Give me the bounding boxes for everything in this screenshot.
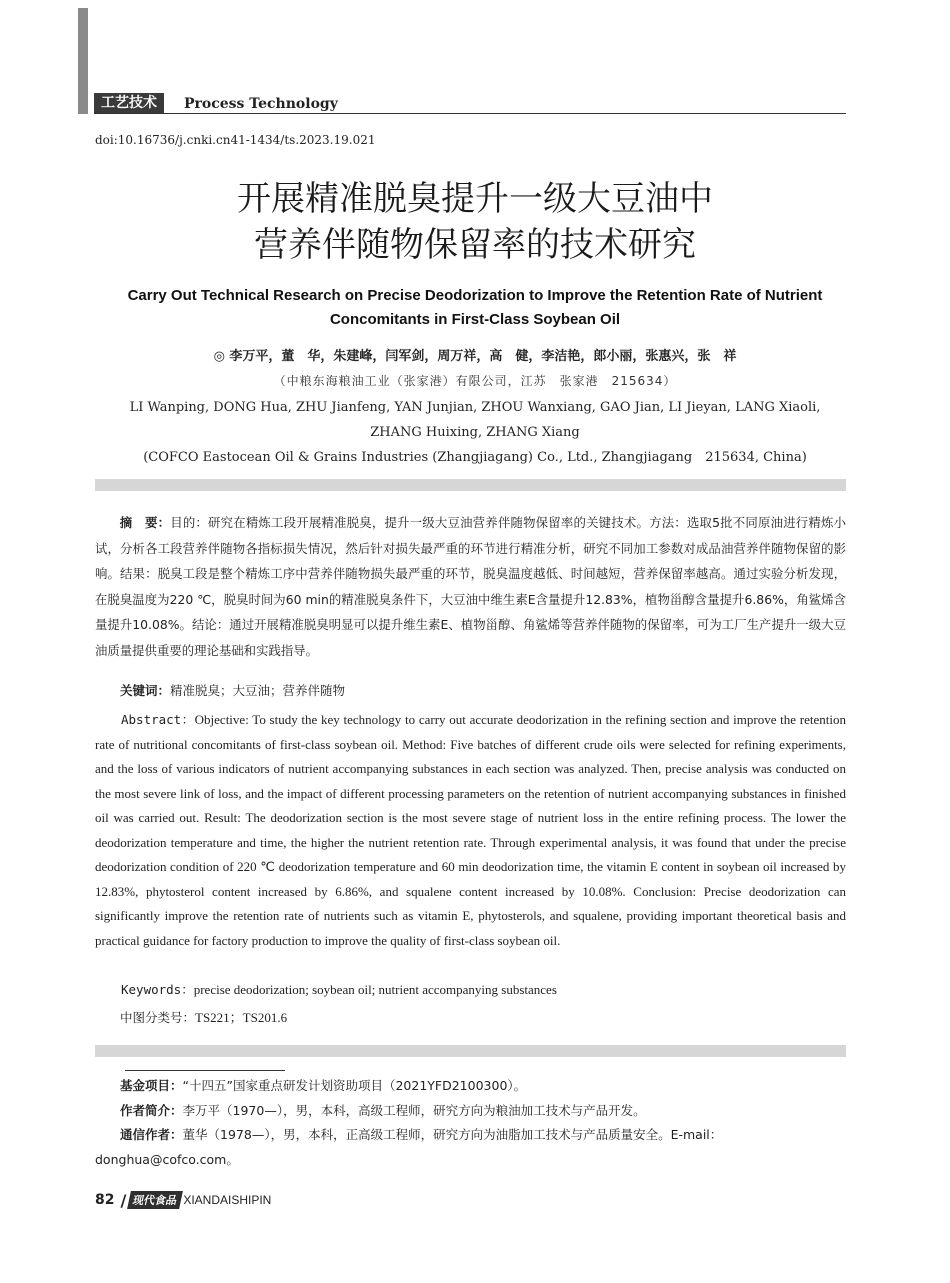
fund-text: “十四五”国家重点研发计划资助项目（2021YFD2100300）。: [182, 1078, 527, 1093]
clc-text: TS221；TS201.6: [195, 1010, 288, 1025]
footer-slash: /: [120, 1190, 127, 1210]
fund-label: 基金项目：: [120, 1078, 183, 1093]
header-accent-bar: [78, 8, 88, 114]
section-header: [94, 93, 846, 114]
title-en: [95, 284, 855, 332]
footnote-fund: [95, 1074, 846, 1099]
keywords-en: [95, 980, 846, 998]
section-label-cn: 工艺技术: [94, 93, 164, 113]
abstract-cn-label: 摘 要：: [119, 515, 171, 530]
footnote-corresponding: [95, 1123, 846, 1172]
keywords-cn-text: 精准脱臭；大豆油；营养伴随物: [170, 683, 346, 698]
author-intro-text: 李万平（1970—），男，本科，高级工程师，研究方向为粮油加工技术与产品开发。: [182, 1102, 646, 1118]
divider-band-footnote: [95, 1045, 846, 1057]
abstract-en: [95, 708, 846, 953]
abstract-cn: [95, 510, 846, 664]
title-cn-line-1: 开展精准脱臭提升一级大豆油中: [237, 179, 713, 219]
keywords-en-label: Keywords：: [121, 982, 194, 997]
keywords-en-text: precise deodorization; soybean oil; nutrient accompanying substances: [193, 982, 557, 997]
abstract-cn-text: 目的：研究在精炼工段开展精准脱臭，提升一级大豆油营养伴随物保留率的关键技术。方法：选取5批不同原油进行精炼小试，分析各工段营养伴随物各指标损失情况，然后针对损失最严重的环节进行精准分析，研究不同加工参数对成品油营养伴随物保留的影响。结果：脱臭工段是整个精炼工序中营养伴随物损失最严重的环节，脱臭温度越低、时间越短，营养保留率越高。通过实验分析发现，在脱臭温度为220 ℃，脱臭时间为60 min的精准脱臭条件下，大豆油中维生素E含量提升12.83%，植物甾醇含量提升6.86%，角鲨烯含量提升10.08%。结论：通过开展精准脱臭明显可以提升维生素E、植物甾醇、角鲨烯等营养伴随物的保留率，可为工厂生产提升一级大豆油质量提供重要的理论基础和实践指导。: [95, 515, 847, 658]
footnote-author: [95, 1099, 846, 1124]
divider-band: [95, 479, 846, 491]
affiliation-en: (COFCO Eastocean Oil & Grains Industries (Zhangjiagang) Co., Ltd., Zhangjiagang 215634, China): [143, 450, 807, 465]
page-number: 82: [95, 1192, 115, 1208]
keywords-cn-label: 关键词：: [120, 683, 171, 698]
affiliation-cn: （中粮东海粮油工业（张家港）有限公司，江苏 张家港 215634）: [273, 374, 677, 388]
journal-name-cn: 现代食品: [127, 1191, 183, 1209]
section-label-en: Process Technology: [184, 96, 338, 112]
footnote-rule: [125, 1070, 285, 1071]
doi: doi:10.16736/j.cnki.cn41-1434/ts.2023.19.021: [95, 133, 376, 147]
abstract-en-text: Objective: To study the key technology to carry out accurate deodorization in the refining section and improve the retention rate of nutritional concomitants of first-class soybean oil. Method: Five batches of different crude oils were selected for refining experiments, and the loss of various indicators of nutrient accompanying substances in each section was analyzed. Then, precise analysis was conducted on the most severe link of loss, and the impact of different processing parameters on the retention of nutrient accompanying substances in finished oil was carried out. Result: The deodorization section is the most severe stage of nutrient loss in the entire refining process. The lower the deodorization temperature and time, the higher the nutrient retention rate. Through experimental analysis, it was found that under the precise deodorization condition of 220 ℃ deodorization temperature and 60 min deodorization time, the vitamin E content in soybean oil increased by 12.83%, phytosterol content increased by 6.86%, and squalene content increased by 10.08%. Conclusion: Precise deodorization can significantly improve the retention rate of nutrients such as vitamin E, phytosterols, and squalene, providing important theoretical basis and practical guidance for factory production to improve the quality of first-class soybean oil.: [95, 712, 846, 948]
author-intro-label: 作者简介：: [120, 1102, 183, 1118]
authors-en: LI Wanping, DONG Hua, ZHU Jianfeng, YAN Junjian, ZHOU Wanxiang, GAO Jian, LI Jieyan, LANG Xiaoli, ZHANG Huixing, ZHANG Xiang: [129, 400, 821, 440]
footnotes: [95, 1074, 846, 1172]
clc-label: 中图分类号：: [120, 1010, 196, 1025]
title-cn: [95, 176, 855, 268]
abstract-en-label: Abstract：: [121, 712, 195, 727]
title-cn-line-2: 营养伴随物保留率的技术研究: [254, 225, 696, 265]
keywords-cn: [95, 681, 846, 699]
clc-number: [95, 1007, 846, 1026]
title-en-line-2: Concomitants in First-Class Soybean Oil: [329, 311, 621, 328]
page-footer: [95, 1190, 271, 1210]
journal-name-en: XIANDAISHIPIN: [183, 1193, 272, 1207]
authors-cn: ◎ 李万平，董 华，朱建峰，闫军剑，周万祥，高 健，李洁艳，郎小丽，张惠兴，张 祥: [213, 349, 737, 364]
corresponding-label: 通信作者：: [120, 1127, 183, 1142]
corresponding-text: 董华（1978—），男，本科，正高级工程师，研究方向为油脂加工技术与产品质量安全。E-mail：donghua@cofco.com。: [95, 1127, 723, 1167]
title-en-line-1: Carry Out Technical Research on Precise Deodorization to Improve the Retention Rate of Nutrient: [127, 287, 823, 304]
